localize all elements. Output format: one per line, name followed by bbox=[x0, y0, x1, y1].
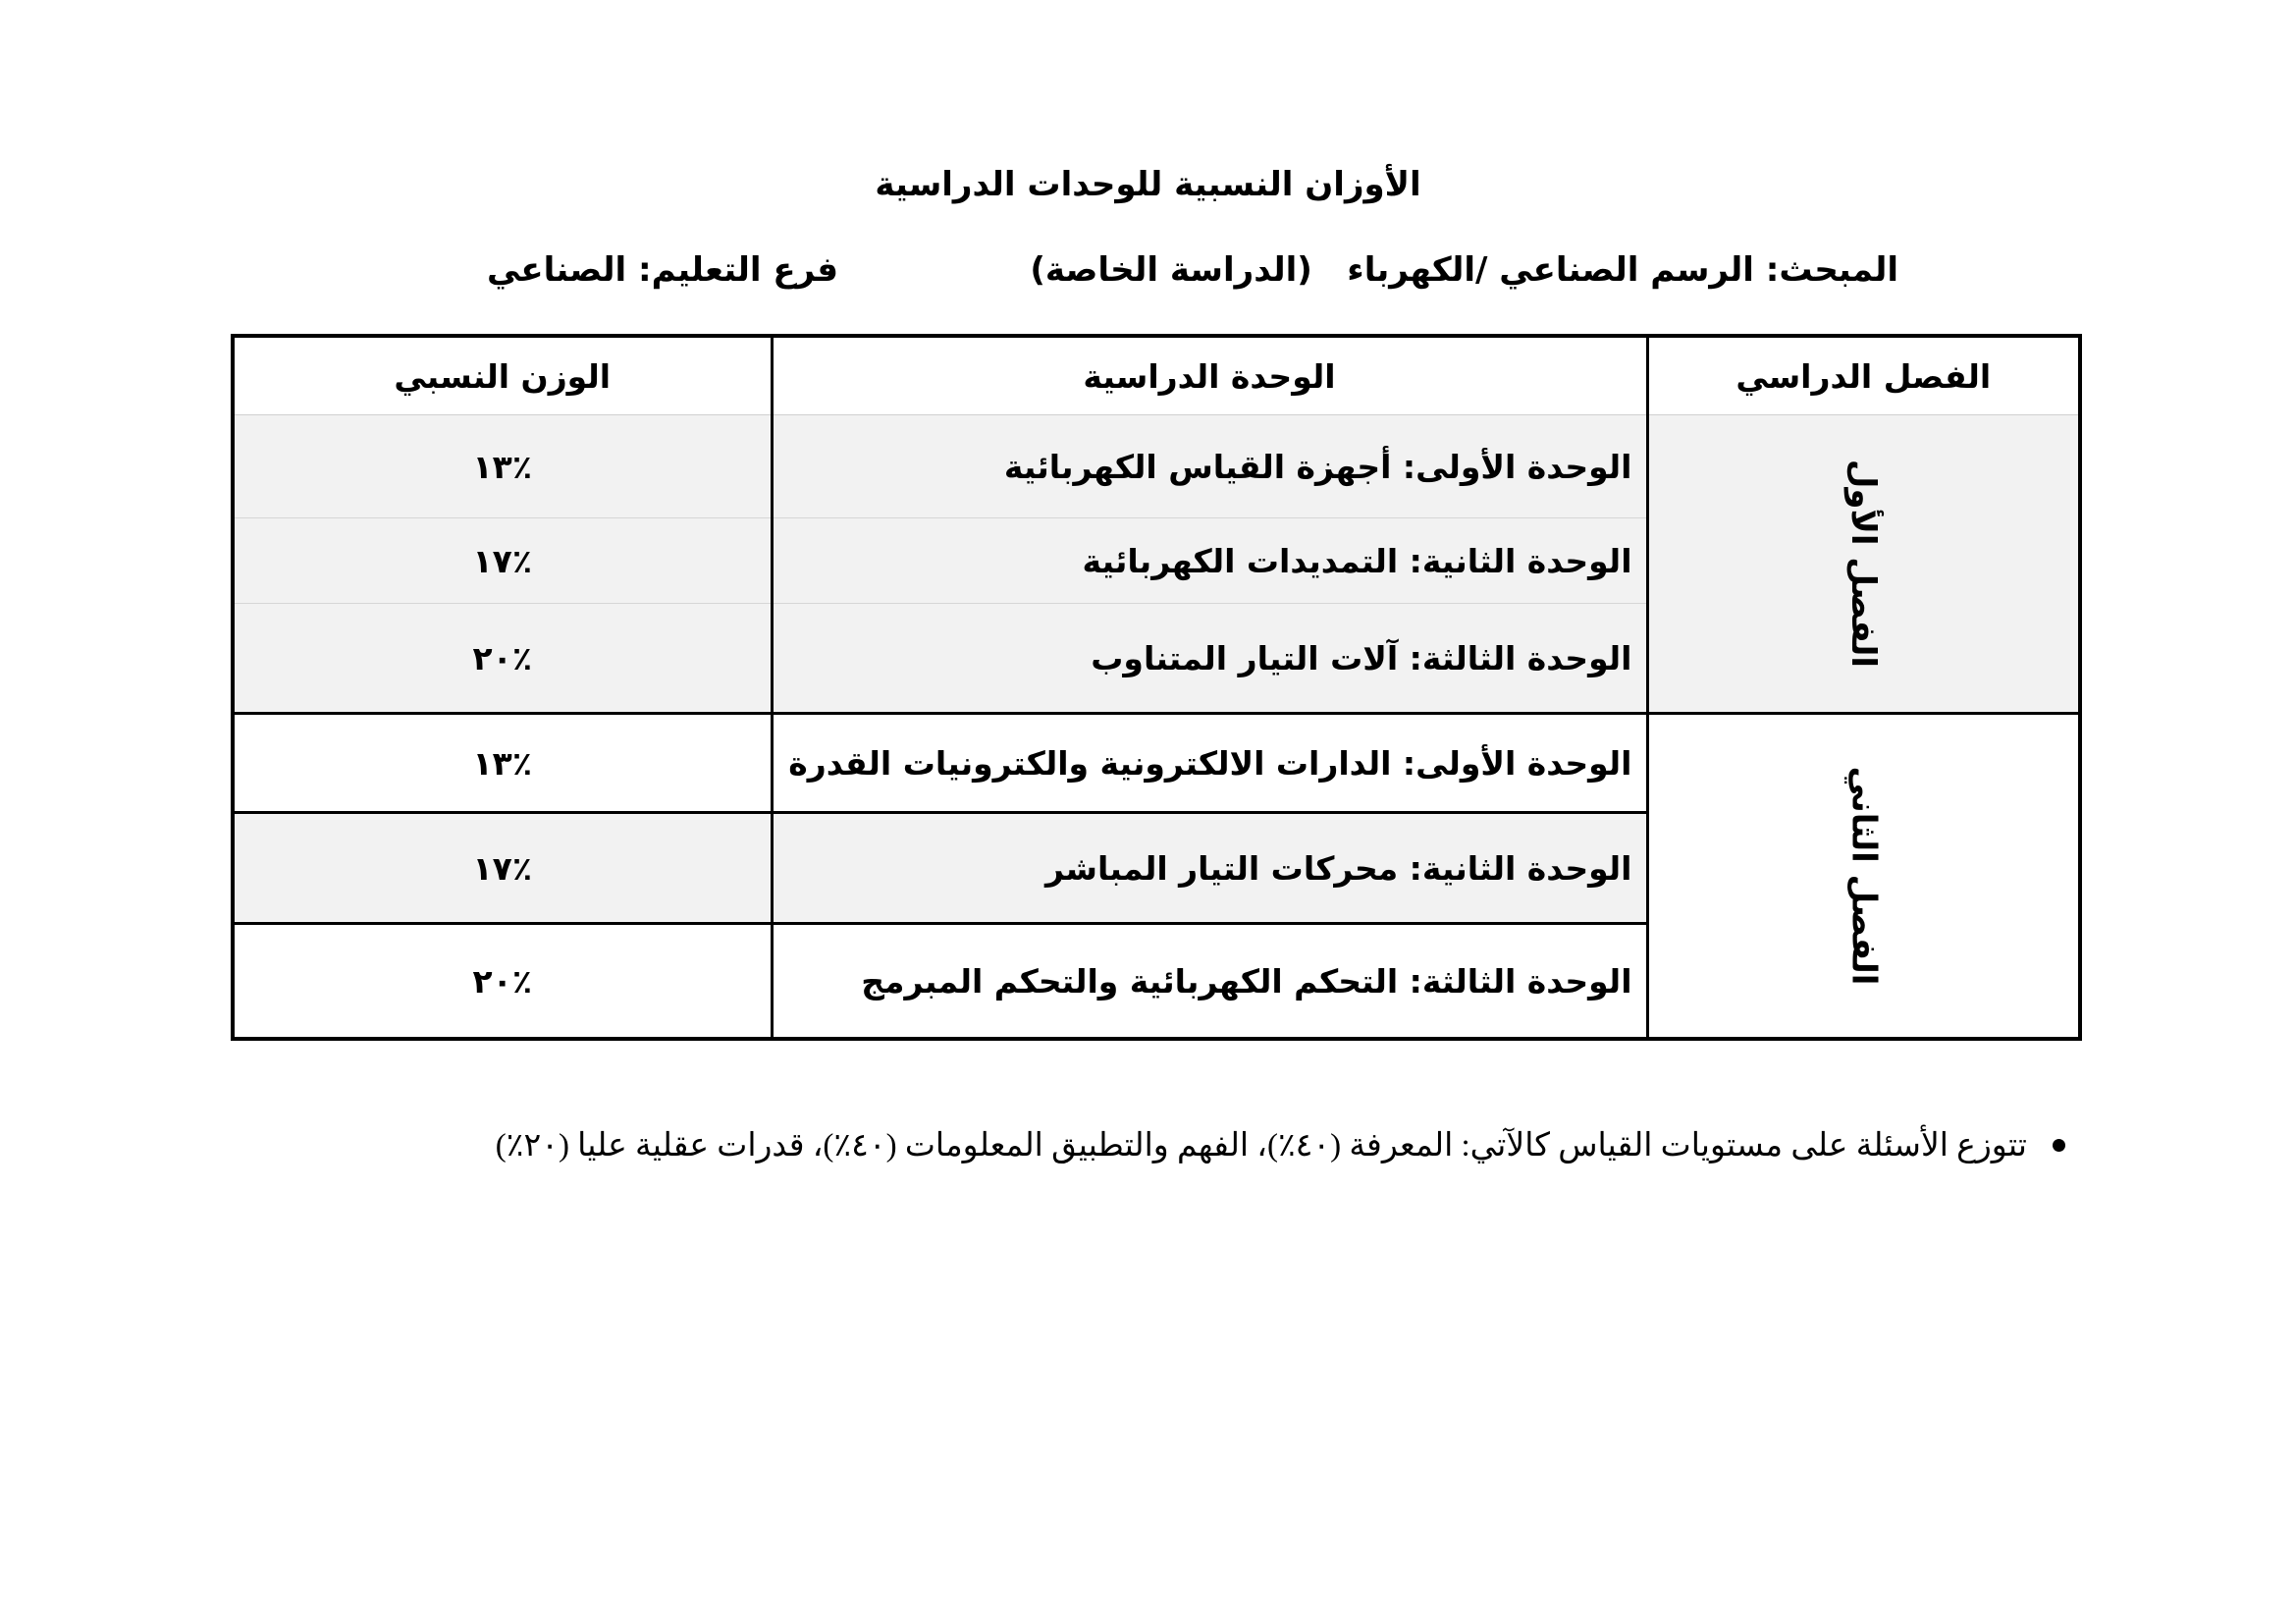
branch-label: فرع التعليم: الصناعي bbox=[486, 250, 838, 290]
semester-label: الفصل الأول bbox=[1843, 459, 1884, 669]
header-semester: الفصل الدراسي bbox=[1647, 336, 2080, 415]
unit-cell: الوحدة الثالثة: آلات التيار المتناوب bbox=[772, 604, 1647, 714]
semester-cell-second bbox=[1647, 714, 2080, 1040]
note-text: تتوزع الأسئلة على مستويات القياس كالآتي: المعرفة (٤٠٪)، الفهم والتطبيق المعلومات (٤٠٪)، قدرات عقلية عليا (٢٠٪) bbox=[495, 1128, 2027, 1164]
unit-cell: الوحدة الثالثة: التحكم الكهربائية والتحكم المبرمج bbox=[772, 924, 1647, 1040]
unit-cell: الوحدة الثانية: التمديدات الكهربائية bbox=[772, 518, 1647, 604]
unit-cell: الوحدة الأولى: أجهزة القياس الكهربائية bbox=[772, 415, 1647, 518]
unit-cell: الوحدة الأولى: الدارات الالكترونية والكترونيات القدرة bbox=[772, 714, 1647, 813]
table-header-row bbox=[233, 336, 2080, 415]
weight-cell: ٪١٣ bbox=[233, 415, 772, 518]
weight-cell: ٪١٧ bbox=[233, 518, 772, 604]
header-weight: الوزن النسبي bbox=[233, 336, 772, 415]
table-row bbox=[233, 415, 2080, 518]
bullet-icon bbox=[2053, 1139, 2065, 1152]
table-row bbox=[233, 714, 2080, 813]
weight-cell: ٪١٣ bbox=[233, 714, 772, 813]
subject-label: المبحث: الرسم الصناعي /الكهرباء (الدراسة الخاصة) bbox=[1030, 250, 1898, 290]
weight-cell: ٪١٧ bbox=[233, 813, 772, 924]
unit-cell: الوحدة الثانية: محركات التيار المباشر bbox=[772, 813, 1647, 924]
weight-cell: ٪٢٠ bbox=[233, 924, 772, 1040]
weights-table bbox=[231, 334, 2082, 1041]
page-title: الأوزان النسبية للوحدات الدراسية bbox=[875, 165, 1421, 204]
semester-label: الفصل الثاني bbox=[1843, 766, 1884, 986]
header-unit: الوحدة الدراسية bbox=[772, 336, 1647, 415]
weight-cell: ٪٢٠ bbox=[233, 604, 772, 714]
semester-cell-first bbox=[1647, 415, 2080, 714]
assessment-note bbox=[496, 1125, 2065, 1164]
